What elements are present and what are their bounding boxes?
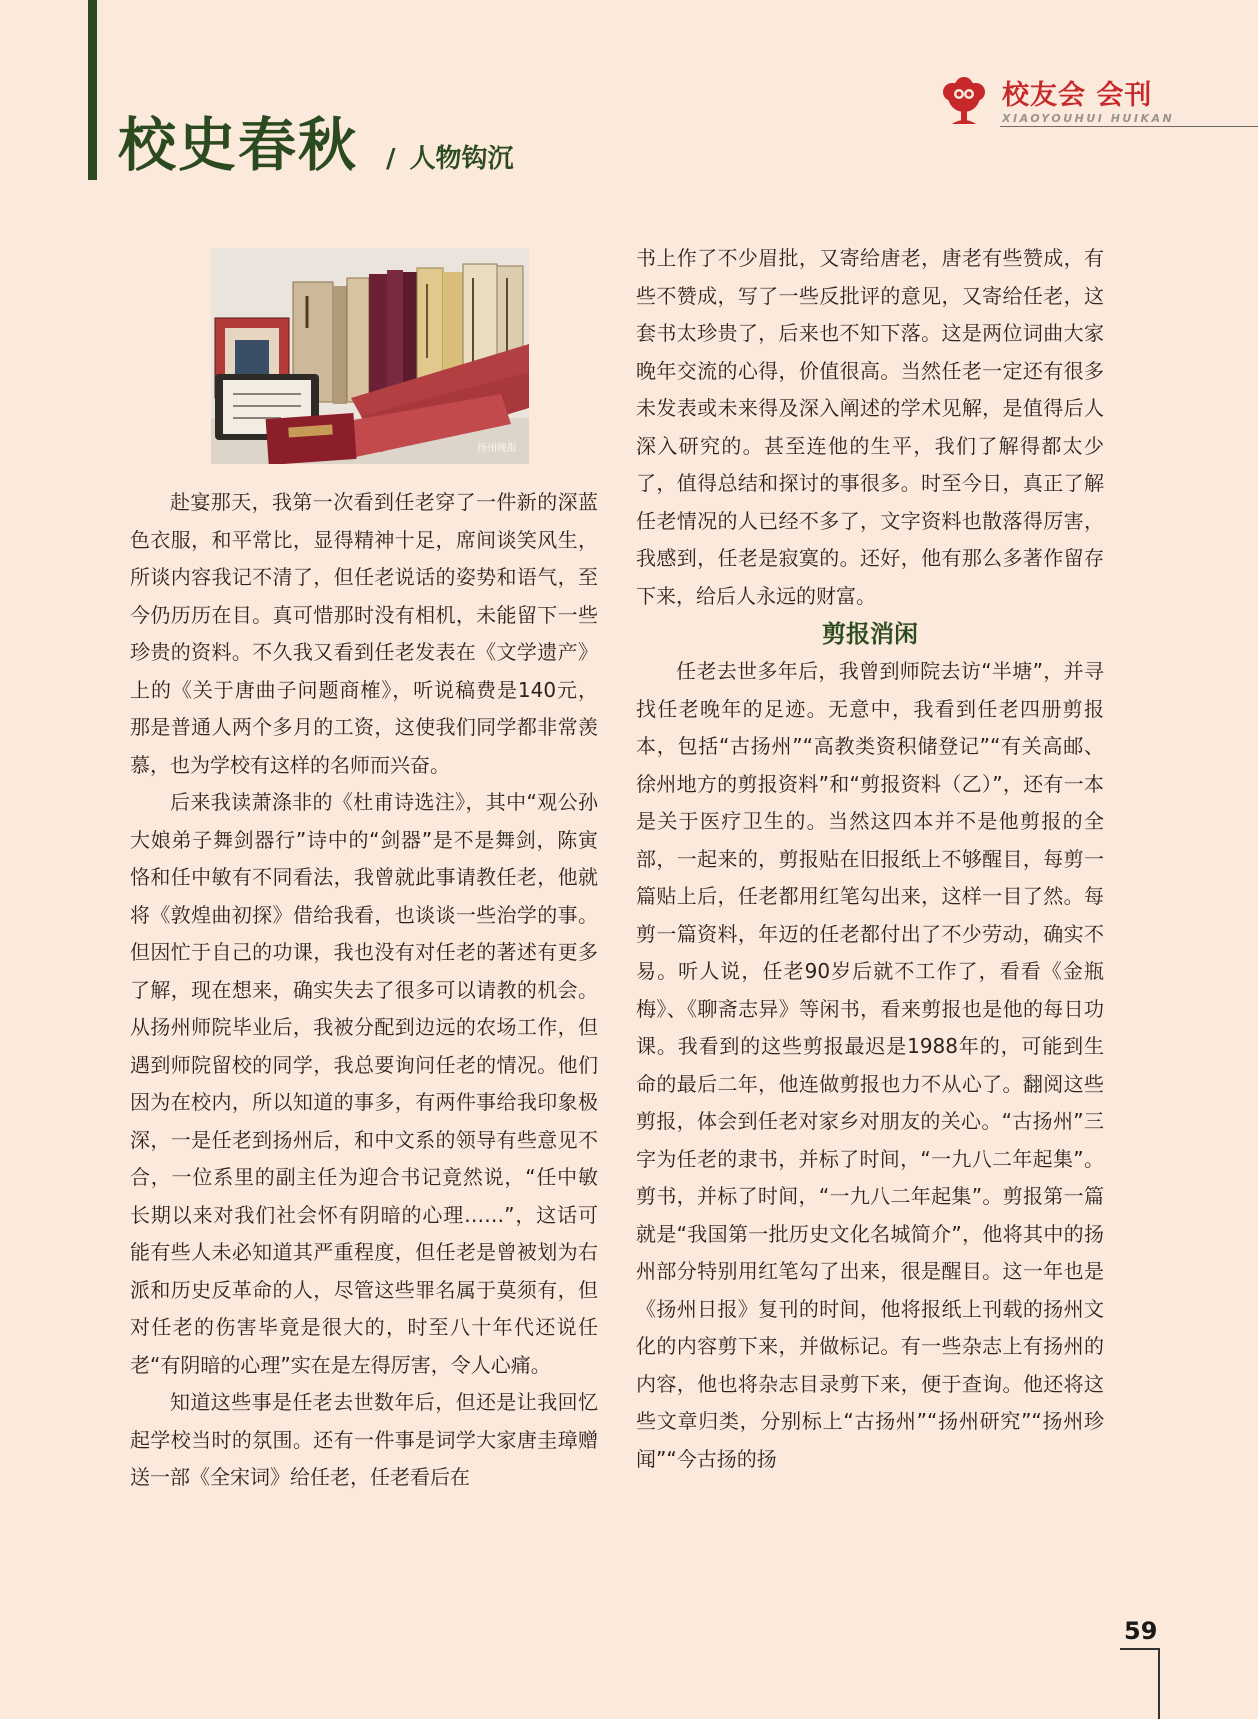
article-right-column: [636, 240, 1104, 1478]
article-paragraph: 任老去世多年后，我曾到师院去访“半塘”，并寻找任老晚年的足迹。无意中，我看到任老四册剪报本，包括“古扬州”“高教类资积储登记”“有关高邮、徐州地方的剪报资料”和“剪报资料（乙）”，还有一本是关于医疗卫生的。当然这四本并不是他剪报的全部，一起来的，剪报贴在旧报纸上不够醒目，每剪一篇贴上后，任老都用红笔勾出来，这样一目了然。每剪一篇资料，年迈的任老都付出了不少劳动，确实不易。听人说，任老90岁后就不工作了，看看《金瓶梅》、《聊斋志异》等闲书，看来剪报也是他的每日功课。我看到的这些剪报最迟是1988年的，可能到生命的最后二年，他连做剪报也力不从心了。翻阅这些剪报，体会到任老对家乡对朋友的关心。“古扬州”三字为任老的隶书，并标了时间，“一九八二年起集”。剪书，并标了时间，“一九八二年起集”。剪报第一篇就是“我国第一批历史文化名城简介”，他将其中的扬州部分特别用红笔勾了出来，很是醒目。这一年也是《扬州日报》复刊的时间，他将报纸上刊载的扬州文化的内容剪下来，并做标记。有一些杂志上有扬州的内容，他也将杂志目录剪下来，便于查询。他还将这些文章归类，分别标上“古扬州”“扬州研究”“扬州珍闻”“今古扬的扬: [636, 659, 1104, 1471]
section-accent-bar: [88, 0, 97, 180]
brand-subtitle: XIAOYOUHUI HUIKAN: [1002, 112, 1175, 125]
books-photo: [211, 248, 529, 464]
brand-name: 校友会 会刊: [1002, 80, 1153, 111]
subsection-slash: /: [386, 144, 396, 174]
page-number: 59: [1124, 1617, 1158, 1645]
subsection-label: 人物钩沉: [409, 144, 514, 174]
brand-divider: [1000, 126, 1258, 127]
photo-watermark: 扬州晚报: [477, 443, 517, 454]
magazine-brand: [938, 74, 1258, 134]
article-left-column: [130, 484, 598, 1497]
article-paragraph: 书上作了不少眉批，又寄给唐老，唐老有些赞成，有些不赞成，写了一些反批评的意见，又寄给任老，这套书太珍贵了，后来也不知下落。这是两位词曲大家晚年交流的心得，价值很高。当然任老一定还有很多未发表或未来得及深入阐述的学术见解，是值得后人深入研究的。甚至连他的生平，我们了解得都太少了，值得总结和探讨的事很多。时至今日，真正了解任老情况的人已经不多了，文字资料也散落得厉害，我感到，任老是寂寞的。还好，他有那么多著作留存下来，给后人永远的财富。: [636, 246, 1104, 608]
tree-logo-icon: [938, 76, 990, 128]
article-paragraph: 知道这些事是任老去世数年后，但还是让我回忆起学校当时的氛围。还有一件事是词学大家唐圭璋赠送一部《全宋词》给任老，任老看后在: [130, 1390, 598, 1489]
article-paragraph: 赴宴那天，我第一次看到任老穿了一件新的深蓝色衣服，和平常比，显得精神十足，席间谈笑风生，所谈内容我记不清了，但任老说话的姿势和语气，至今仍历历在目。真可惜那时没有相机，未能留下一些珍贵的资料。不久我又看到任老发表在《文学遗产》上的《关于唐曲子问题商榷》，听说稿费是140元，那是普通人两个多月的工资，这使我们同学都非常羡慕，也为学校有这样的名师而兴奋。: [130, 490, 598, 777]
section-title: 校史春秋: [118, 111, 359, 179]
subsection-title: [386, 142, 514, 176]
article-paragraph: 后来我读萧涤非的《杜甫诗选注》，其中“观公孙大娘弟子舞剑器行”诗中的“剑器”是不是舞剑，陈寅恪和任中敏有不同看法，我曾就此事请教任老，他就将《敦煌曲初探》借给我看，也谈谈一些治学的事。但因忙于自己的功课，我也没有对任老的著述有更多了解，现在想来，确实失去了很多可以请教的机会。从扬州师院毕业后，我被分配到边远的农场工作，但遇到师院留校的同学，我总要询问任老的情况。他们因为在校内，所以知道的事多，有两件事给我印象极深，一是任老到扬州后，和中文系的领导有些意见不合，一位系里的副主任为迎合书记竟然说，“任中敏长期以来对我们社会怀有阴暗的心理……”，这话可能有些人未必知道其严重程度，但任老是曾被划为右派和历史反革命的人，尽管这些罪名属于莫须有，但对任老的伤害毕竟是很大的，时至八十年代还说任老“有阴暗的心理”实在是左得厉害，令人心痛。: [130, 790, 598, 1377]
books-illustration: [211, 248, 529, 464]
page-number-rule-vertical: [1158, 1648, 1160, 1719]
section-heading: 剪报消闲: [822, 619, 918, 648]
page-number-rule: [1120, 1648, 1160, 1650]
